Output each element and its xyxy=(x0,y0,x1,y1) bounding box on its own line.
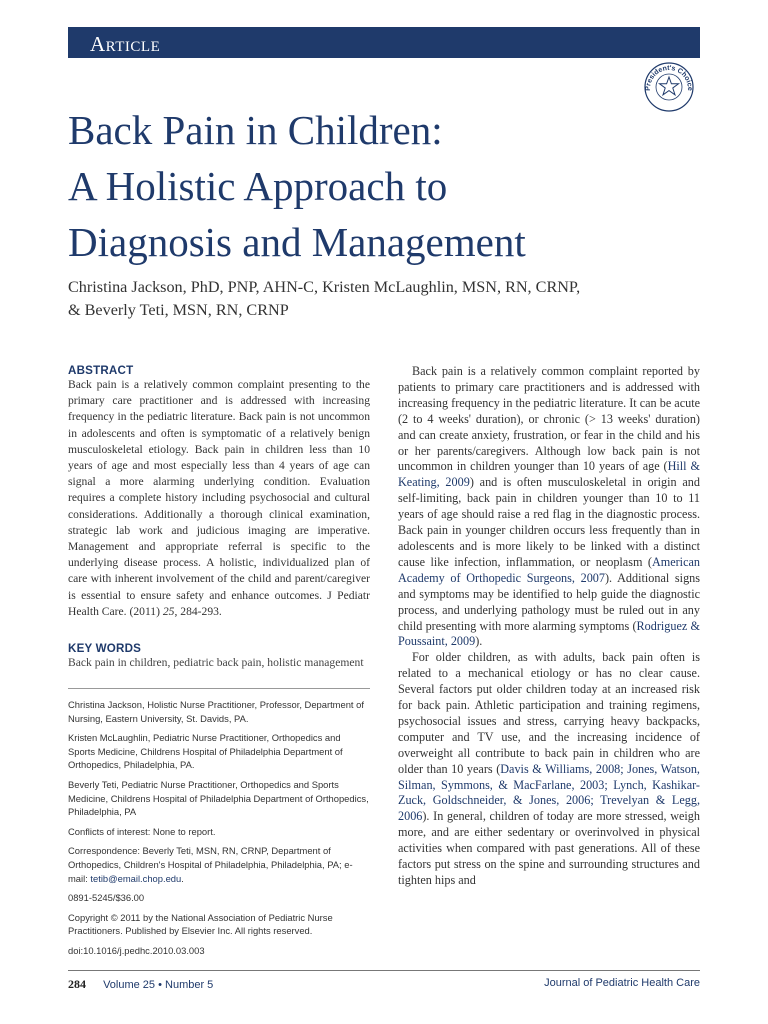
authors-line-1: Christina Jackson, PhD, PNP, AHN-C, Kristen McLaughlin, MSN, RN, CRNP, xyxy=(68,278,581,296)
article-type-banner xyxy=(68,27,700,58)
abstract-body: Back pain is a relatively common complaint presenting to the primary care practitioner and is addressed with increasing frequency in the pediatric literature. Back pain is not uncommon in adolescents and often is symptomatic of a relatively benign musculoskeletal etiology. Back pain in children less than 10 years of age and most especially less than 4 years of age can signal a more alarming underlying condition. Evaluation requires a complete history including psychosocial and cultural considerations. Additionally a thorough clinical examination, strategic lab work and judicious imaging are imperative. Management and appropriate referral is specific to the underlying disease process. A holistic, individualized plan of care with inherent involvement of the child and parent/caregiver is essential to ensure safety and enhance outcomes. J Pediatr Health Care. (2011) xyxy=(68,378,370,618)
conflicts-statement: Conflicts of interest: None to report. xyxy=(68,825,216,837)
page-footer xyxy=(68,977,700,993)
citation-link-hill-keating[interactable]: Hill & Keating, 2009 xyxy=(398,459,700,490)
affiliation-jackson: Christina Jackson, Holistic Nurse Practitioner, Professor, Department of Nursing, Eastern University, St. Davids, PA. xyxy=(68,699,364,724)
body-p1-c: ). Additional signs and symptoms may be identified to help guide the diagnostic process, and underlying pathology must be ruled out in any child presenting with more alarming symptoms ( xyxy=(398,570,700,633)
body-paragraph-2 xyxy=(398,650,700,889)
correspondence-email-suffix: . xyxy=(181,872,184,884)
abstract-citation-pages: , 284-293. xyxy=(174,604,222,618)
body-paragraph-1 xyxy=(398,364,700,650)
affiliations-divider xyxy=(68,688,370,689)
footer-divider xyxy=(68,970,700,971)
article-type-label: Article xyxy=(90,32,161,56)
body-text-column xyxy=(398,364,700,889)
citation-link-aaos[interactable]: American Academy of Orthopedic Surgeons, 2007 xyxy=(398,554,700,585)
abstract-text xyxy=(68,377,370,620)
title-line-2: A Holistic Approach to xyxy=(68,163,448,210)
journal-name: Journal of Pediatric Health Care xyxy=(544,977,700,989)
abstract-heading: ABSTRACT xyxy=(68,364,134,377)
authors-line-2: & Beverly Teti, MSN, RN, CRNP xyxy=(68,301,289,319)
title-line-1: Back Pain in Children: xyxy=(68,107,443,153)
left-column xyxy=(68,364,370,964)
citation-link-davis-etal[interactable]: Davis & Williams, 2008; Jones, Watson, Silman, Symmons, & MacFarlane, 2003; Lynch, Kashikar-Zuck, Goldschneider, & Jones, 2006; Trevelyan & Legg, 2006 xyxy=(398,761,700,824)
page-number: 284 xyxy=(68,977,86,991)
correspondence-text: Correspondence: Beverly Teti, MSN, RN, CRNP, Department of Orthopedics, Children's Hospital of Philadelphia, Philadelphia, PA; e-mail: xyxy=(68,845,353,884)
seal-text: President's Choice xyxy=(644,64,694,91)
copyright-notice: Copyright © 2011 by the National Association of Pediatric Nurse Practitioners. Published by Elsevier Inc. All rights reserved. xyxy=(68,911,333,937)
correspondence-email-link[interactable]: tetib@email.chop.edu xyxy=(90,872,182,884)
affiliation-teti: Beverly Teti, Pediatric Nurse Practitioner, Orthopedics and Sports Medicine, Childrens Hospital of Philadelphia Department of Orthopedics, Philadelphia, PA xyxy=(68,779,369,818)
price-code: 0891-5245/$36.00 xyxy=(68,892,145,904)
doi: doi:10.1016/j.pedhc.2010.03.003 xyxy=(68,944,205,956)
body-p1-b: ) and is often musculoskeletal in origin and self-limiting, back pain in children younger than 10 to 11 years of age should raise a red flag in the diagnostic process. Back pain in younger children occurs less frequently than in adolescents and is more likely to be linked with a distinct cause like infection, inflammation, or neoplasm ( xyxy=(398,475,700,569)
body-p2-b: ). In general, children of today are more stressed, weigh more, and are either sedentary or overinvolved in physical activities when compared with past generations. All of these factors put stress on the spine and surrounding structures and tighten hips and xyxy=(398,809,700,887)
author-list xyxy=(68,276,688,322)
body-p1-a: Back pain is a relatively common complaint reported by patients to primary care practitioners and is addressed with increasing frequency in the pediatric literature. It can be acute (2 to 4 weeks' duration), or chronic (> 13 weeks' duration) and can create anxiety, frustration, or fear in the child and his or her parents/caregivers. Although low back pain is not uncommon in children younger than 10 years of age ( xyxy=(398,364,700,474)
title-line-3: Diagnosis and Management xyxy=(68,219,526,266)
volume-issue: Volume 25 • Number 5 xyxy=(103,979,214,991)
affiliation-mclaughlin: Kristen McLaughlin, Pediatric Nurse Practitioner, Orthopedics and Sports Medicine, Childrens Hospital of Philadelphia Department of Orthopedics, Philadelphia, PA. xyxy=(68,732,343,771)
body-p2-a: For older children, as with adults, back pain often is related to a mechanical etiology or has no clear cause. Several factors put older children today at an increased risk for back pain. Athletic participation and training regimens, psychosocial issues and stress, carrying heavy backpacks, computer and TV use, and the increasing incidence of overweight all contribute to back pain in children who are older than 10 years ( xyxy=(398,650,700,776)
keywords-heading: KEY WORDS xyxy=(68,642,142,656)
citation-link-rodriguez[interactable]: Rodriguez & Poussaint, 2009 xyxy=(398,618,700,649)
article-title xyxy=(68,102,688,270)
correspondence xyxy=(68,844,370,885)
abstract-citation-volume: 25 xyxy=(162,604,175,618)
body-p1-d: ). xyxy=(475,634,483,649)
keywords-text: Back pain in children, pediatric back pain, holistic management xyxy=(68,656,364,670)
